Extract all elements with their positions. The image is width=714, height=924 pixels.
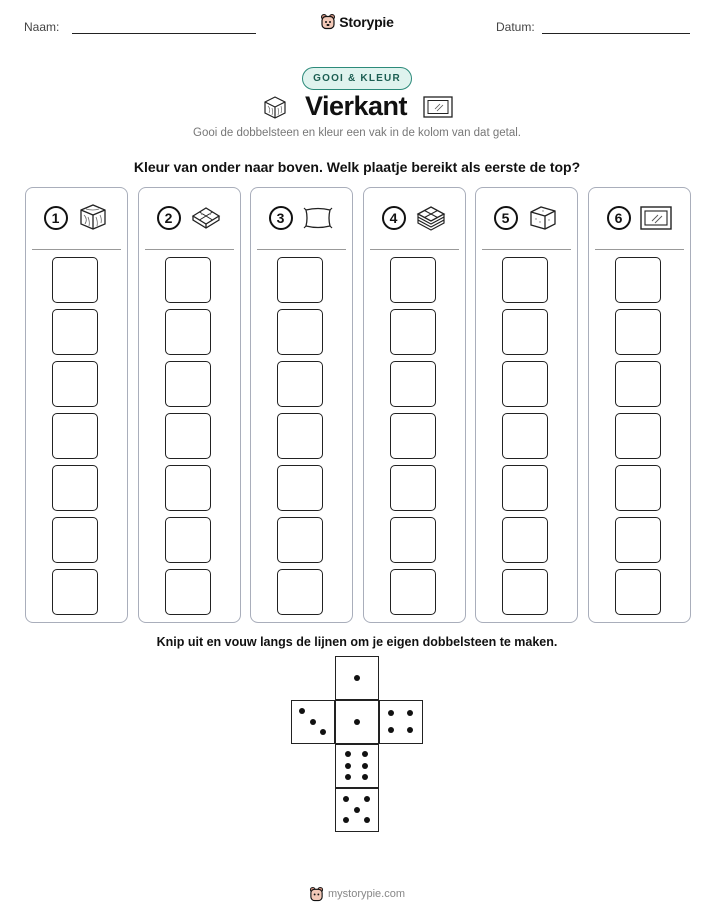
column-header xyxy=(476,202,577,234)
die-pip xyxy=(388,727,394,733)
column-3 xyxy=(250,187,353,623)
die-pip xyxy=(320,729,326,735)
color-box[interactable] xyxy=(277,569,323,615)
brand-name: Storypie xyxy=(339,13,394,30)
die-pip xyxy=(388,710,394,716)
color-box[interactable] xyxy=(615,465,661,511)
column-divider xyxy=(595,249,684,250)
column-6 xyxy=(588,187,691,623)
die-pip xyxy=(299,708,305,714)
die-pip xyxy=(343,796,349,802)
color-box[interactable] xyxy=(52,569,98,615)
color-box[interactable] xyxy=(52,413,98,459)
column-number: 3 xyxy=(269,206,293,230)
color-box[interactable] xyxy=(502,569,548,615)
column-2 xyxy=(138,187,241,623)
column-header xyxy=(251,202,352,234)
color-box[interactable] xyxy=(52,465,98,511)
footer-url: mystorypie.com xyxy=(327,888,406,900)
color-box[interactable] xyxy=(165,517,211,563)
color-box[interactable] xyxy=(615,517,661,563)
color-box[interactable] xyxy=(277,309,323,355)
die-pip xyxy=(345,774,351,780)
die-pip xyxy=(407,727,413,733)
layered-cake-icon xyxy=(414,202,448,234)
die-face-1 xyxy=(335,656,379,700)
die-pip xyxy=(343,817,349,823)
die-pip xyxy=(354,675,360,681)
color-box[interactable] xyxy=(390,309,436,355)
die-pip xyxy=(345,751,351,757)
die-pip xyxy=(364,796,370,802)
column-header xyxy=(589,202,690,234)
die-face-3 xyxy=(291,700,335,744)
color-box[interactable] xyxy=(615,309,661,355)
picture-frame-icon xyxy=(423,96,453,118)
color-box[interactable] xyxy=(165,569,211,615)
color-box[interactable] xyxy=(277,257,323,303)
column-divider xyxy=(257,249,346,250)
color-box[interactable] xyxy=(615,361,661,407)
wooden-block-icon xyxy=(76,202,110,234)
column-header xyxy=(364,202,465,234)
color-box[interactable] xyxy=(390,257,436,303)
instruction: Kleur van onder naar boven. Welk plaatje bereikt als eerste de top? xyxy=(133,159,581,175)
die-pip xyxy=(310,719,316,725)
column-divider xyxy=(482,249,571,250)
square-cake-icon xyxy=(189,202,223,234)
column-header xyxy=(139,202,240,234)
date-label: Datum: xyxy=(496,20,535,34)
color-box[interactable] xyxy=(165,413,211,459)
color-box[interactable] xyxy=(277,517,323,563)
die-pip xyxy=(362,763,368,769)
die-face-5 xyxy=(335,788,379,832)
color-box[interactable] xyxy=(165,257,211,303)
brand-logo xyxy=(0,13,714,30)
column-number: 2 xyxy=(157,206,181,230)
die-pip xyxy=(354,807,360,813)
color-box[interactable] xyxy=(502,517,548,563)
picture-frame-icon xyxy=(639,202,673,234)
die-face-1 xyxy=(335,700,379,744)
color-box[interactable] xyxy=(615,413,661,459)
color-box[interactable] xyxy=(390,465,436,511)
color-box[interactable] xyxy=(390,413,436,459)
die-face-4 xyxy=(379,700,423,744)
color-box[interactable] xyxy=(165,309,211,355)
column-divider xyxy=(145,249,234,250)
cut-instruction: Knip uit en vouw langs de lijnen om je eigen dobbelsteen te maken. xyxy=(156,635,558,649)
storypie-mascot-icon xyxy=(320,13,336,30)
color-box[interactable] xyxy=(52,361,98,407)
column-header xyxy=(26,202,127,234)
title-row xyxy=(0,91,714,122)
column-5 xyxy=(475,187,578,623)
die-pip xyxy=(362,774,368,780)
wooden-block-icon xyxy=(261,94,289,120)
subtitle: Gooi de dobbelsteen en kleur een vak in de kolom van dat getal. xyxy=(193,127,521,139)
page-title: Vierkant xyxy=(304,91,408,121)
storypie-mascot-icon xyxy=(309,886,324,902)
pillow-icon xyxy=(301,202,335,234)
color-box[interactable] xyxy=(502,257,548,303)
color-box[interactable] xyxy=(615,569,661,615)
color-box[interactable] xyxy=(390,569,436,615)
column-4 xyxy=(363,187,466,623)
column-number: 1 xyxy=(44,206,68,230)
date-line[interactable] xyxy=(542,33,690,34)
column-number: 5 xyxy=(494,206,518,230)
column-divider xyxy=(32,249,121,250)
color-box[interactable] xyxy=(277,465,323,511)
die-face-6 xyxy=(335,744,379,788)
color-box[interactable] xyxy=(277,361,323,407)
activity-badge: GOOI & KLEUR xyxy=(0,67,714,90)
color-box[interactable] xyxy=(502,413,548,459)
die-pip xyxy=(354,719,360,725)
color-box[interactable] xyxy=(390,361,436,407)
name-label: Naam: xyxy=(24,20,60,34)
color-box[interactable] xyxy=(277,413,323,459)
color-box[interactable] xyxy=(165,361,211,407)
color-box[interactable] xyxy=(52,309,98,355)
column-number: 6 xyxy=(607,206,631,230)
color-box[interactable] xyxy=(52,257,98,303)
name-line[interactable] xyxy=(72,33,256,34)
color-box[interactable] xyxy=(165,465,211,511)
color-box[interactable] xyxy=(502,361,548,407)
color-box[interactable] xyxy=(390,517,436,563)
die-pip xyxy=(362,751,368,757)
column-number: 4 xyxy=(382,206,406,230)
color-box[interactable] xyxy=(615,257,661,303)
color-box[interactable] xyxy=(502,465,548,511)
color-box[interactable] xyxy=(52,517,98,563)
sugar-cube-icon xyxy=(526,202,560,234)
column-divider xyxy=(370,249,459,250)
die-pip xyxy=(345,763,351,769)
column-1 xyxy=(25,187,128,623)
die-pip xyxy=(364,817,370,823)
footer xyxy=(0,886,714,902)
color-box[interactable] xyxy=(502,309,548,355)
die-pip xyxy=(407,710,413,716)
